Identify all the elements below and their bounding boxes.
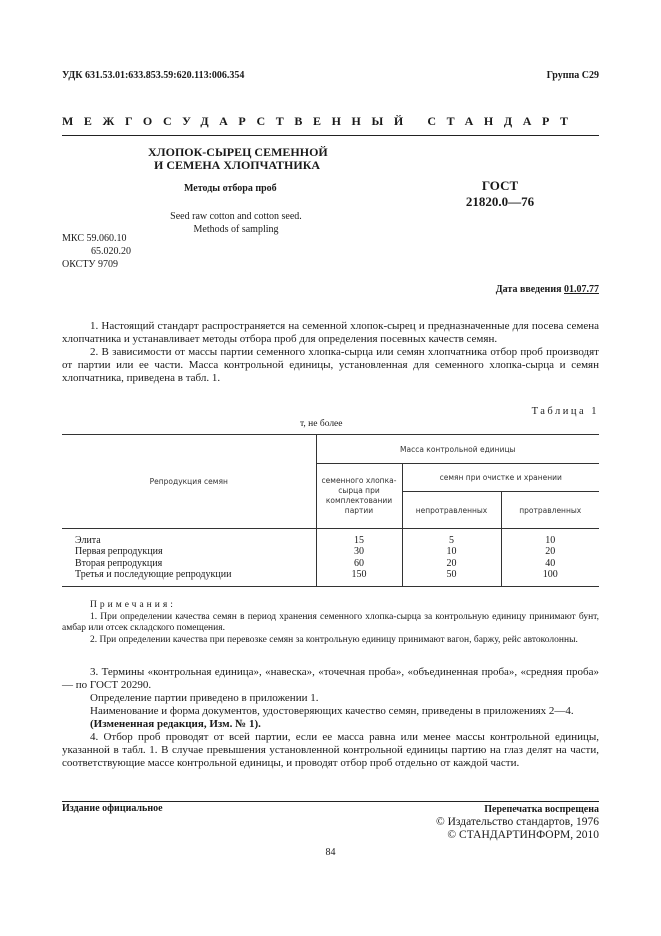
header-treated: протравленных — [501, 492, 599, 529]
row-treated: 40 — [501, 558, 599, 570]
edition-note: (Измененная редакция, Изм. № 1). — [90, 718, 261, 730]
gost-designation — [460, 178, 540, 210]
paragraph-1: 1. Настоящий стандарт распространяется на семенной хлопок-сырец и предназначенные для посева семена хлопчатника и устанавливает методы отбора проб для определения посевных качеств семян. — [62, 320, 599, 345]
bottom-divider — [62, 801, 599, 802]
row-raw: 30 — [316, 546, 402, 558]
official-edition: Издание официальное — [62, 803, 163, 814]
okstu-code: ОКСТУ 9709 — [62, 259, 119, 270]
table-row — [62, 569, 599, 581]
row-untreated: 5 — [402, 535, 501, 547]
table-unit: т, не более — [300, 419, 343, 429]
copyright-block — [436, 803, 599, 842]
document-subtitle: Методы отбора проб — [184, 183, 277, 194]
row-name: Элита — [75, 534, 101, 546]
row-treated: 20 — [501, 546, 599, 558]
mks-code-1: МКС 59.060.10 — [62, 233, 127, 244]
mks-code-2: 65.020.20 — [91, 246, 131, 257]
classification-codes — [62, 232, 131, 271]
header-seeds-storage: семян при очистке и хранении — [402, 464, 599, 492]
row-raw: 150 — [316, 569, 402, 581]
gost-label: ГОСТ — [481, 178, 519, 193]
group-code: Группа С29 — [546, 70, 599, 81]
copyright-1: © Издательство стандартов, 1976 — [435, 816, 599, 828]
english-title-line-1: Seed raw cotton and cotton seed. — [170, 211, 302, 222]
row-treated: 10 — [501, 535, 599, 547]
paragraph-4: 4. Отбор проб проводят от всей партии, если ее масса равна или менее массы контрольной единицы, указанной в табл. 1. В случае превышения установленной контрольной единицы партию на глаз делят на части, соответствующие массе контрольной единицы, и проводят отбор проб отдельно от каждой части. — [62, 731, 599, 769]
top-divider — [62, 135, 599, 136]
header-reproduction: Репродукция семян — [62, 435, 316, 529]
paragraph-2: 2. В зависимости от массы партии семенного хлопка-сырца или семян хлопчатника отбор проб производят от партии или ее части. Масса контрольной единицы, установленная для семенного хлопка-сырца и семян хлопчатника, приведена в табл. 1. — [62, 346, 599, 384]
title-line-2: И СЕМЕНА ХЛОПЧАТНИКА — [154, 158, 321, 172]
row-treated: 100 — [501, 569, 599, 581]
standard-banner: МЕЖГОСУДАРСТВЕННЫЙ СТАНДАРТ — [62, 114, 579, 128]
document-title — [148, 146, 328, 172]
intro-paragraphs — [62, 320, 599, 385]
table-row — [62, 546, 599, 558]
note-1: 1. При определении качества семян в период хранения семенного хлопка-сырца за контрольную единицу принимают бунт, амбар или отсек складского помещения. — [62, 611, 599, 633]
english-title-line-2: Methods of sampling — [193, 224, 279, 235]
paragraph-3: 3. Термины «контрольная единица», «навеска», «точечная проба», «объединенная проба», «средняя проба» — по ГОСТ 20290. — [62, 666, 599, 691]
notes-heading: Примечания: — [90, 600, 176, 610]
terms-paragraphs — [62, 666, 599, 770]
row-name: Вторая репродукция — [75, 557, 163, 569]
english-title — [160, 210, 312, 236]
paragraph-3-documents: Наименование и форма документов, удостоверяющих качество семян, приведены в приложениях 2—4. — [90, 705, 574, 717]
paragraph-3-batch: Определение партии приведено в приложении 1. — [90, 692, 319, 704]
title-line-1: ХЛОПОК-СЫРЕЦ СЕМЕННОЙ — [148, 145, 328, 159]
header-control-unit-mass: Масса контрольной единицы — [316, 435, 599, 464]
copyright-2: © СТАНДАРТИНФОРМ, 2010 — [447, 829, 599, 841]
page-number: 84 — [325, 847, 336, 858]
table-row — [62, 558, 599, 570]
header-raw-cotton: семенного хлопка-сырца при комплектовании партии — [316, 464, 402, 529]
table-row — [62, 535, 599, 547]
introduction-date-label: Дата введения — [495, 284, 562, 295]
udk-code: УДК 631.53.01:633.853.59:620.113:006.354 — [62, 70, 245, 81]
row-untreated: 10 — [402, 546, 501, 558]
introduction-date — [496, 284, 599, 295]
row-name: Первая репродукция — [75, 546, 163, 557]
row-untreated: 20 — [402, 558, 501, 570]
row-name: Третья и последующие репродукции — [75, 569, 232, 580]
table-notes — [62, 600, 599, 646]
gost-number: 21820.0—76 — [465, 194, 535, 209]
row-raw: 60 — [316, 558, 402, 570]
row-untreated: 50 — [402, 569, 501, 581]
introduction-date-value: 01.07.77 — [564, 284, 599, 295]
table-caption: Таблица 1 — [531, 406, 599, 417]
header-untreated: непротравленных — [402, 492, 501, 529]
control-unit-mass-table — [62, 434, 599, 587]
note-2: 2. При определении качества при перевозке семян за контрольную единицу принимают вагон, баржу, рейс автоколонны. — [90, 634, 578, 645]
row-raw: 15 — [316, 535, 402, 547]
reprint-notice: Перепечатка воспрещена — [484, 804, 599, 815]
